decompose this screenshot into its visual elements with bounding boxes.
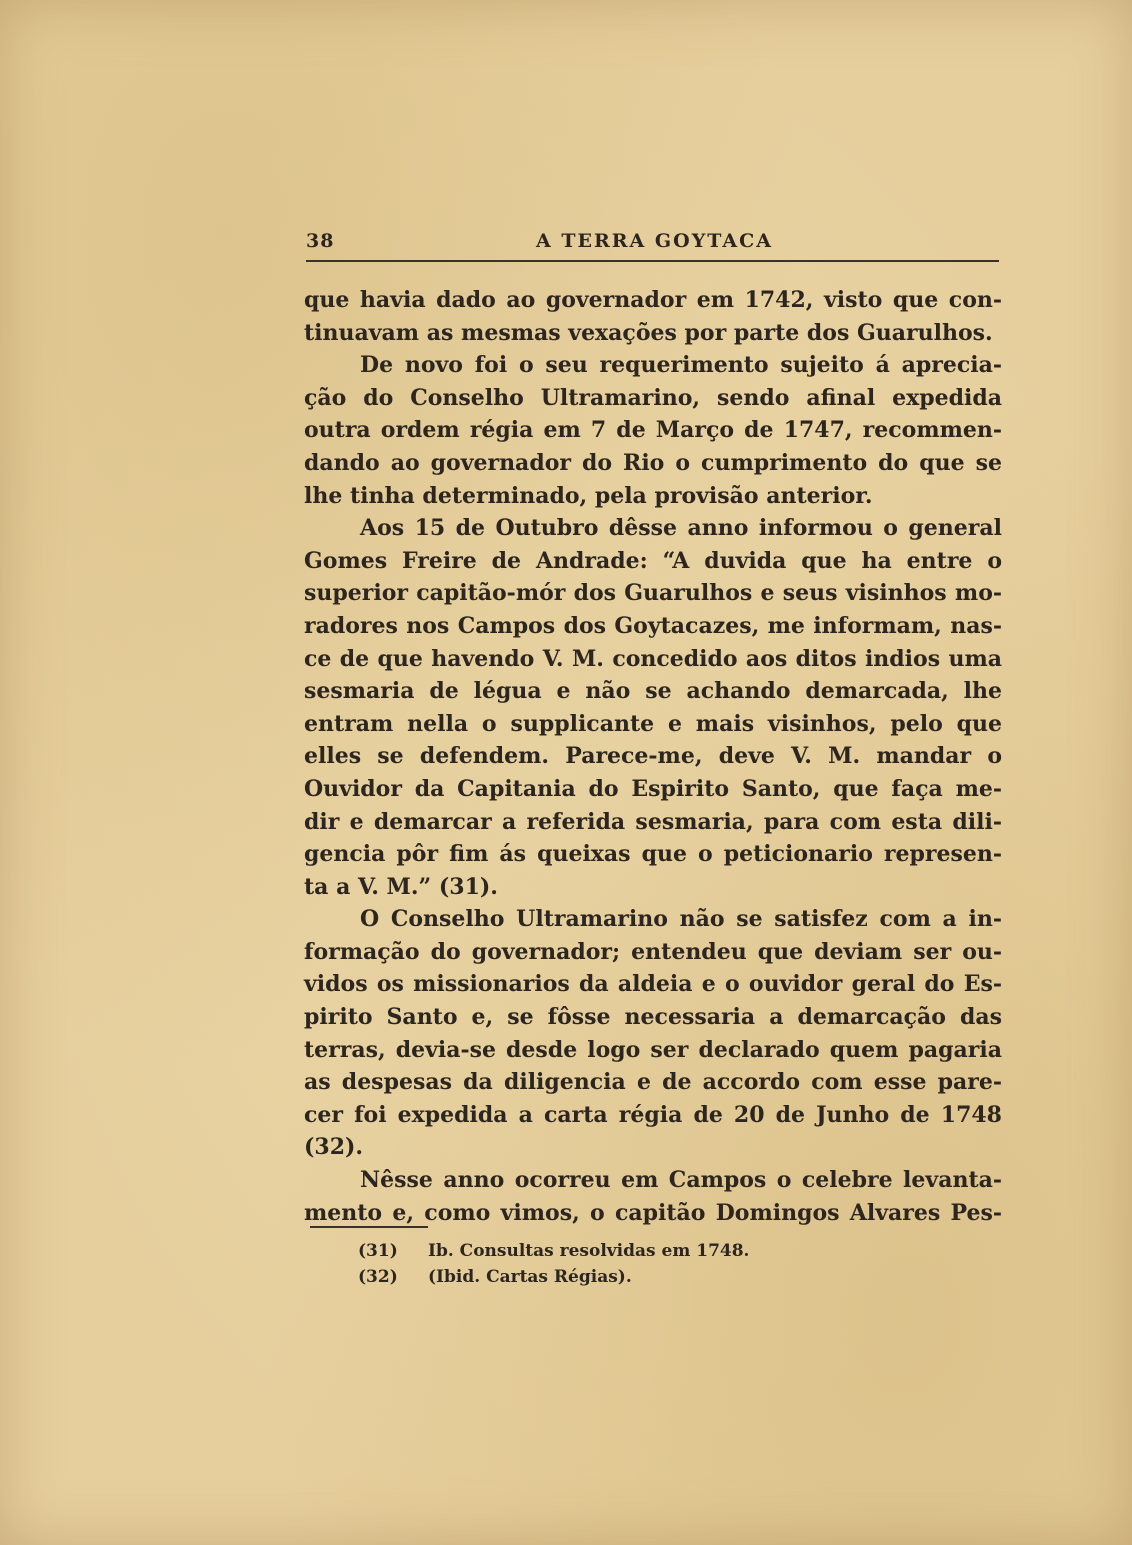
text-line: as despesas da diligencia e de accordo com esse pare- [304, 1069, 1002, 1096]
text-line: De novo foi o seu requerimento sujeito á aprecia- [360, 352, 1002, 379]
text-line: formação do governador; entendeu que deviam ser ou- [304, 938, 1002, 965]
footnotes [358, 1238, 878, 1290]
text-line: ta a V. M.” (31). [304, 873, 498, 900]
text-line: Ouvidor da Capitania do Espirito Santo, que faça me- [304, 775, 1002, 802]
body-text [304, 284, 1002, 1229]
text-line: superior capitão-mór dos Guarulhos e seus visinhos mo- [304, 580, 1002, 607]
text-line: ção do Conselho Ultramarino, sendo afinal expedida [304, 384, 1002, 411]
text-line: terras, devia-se desde logo ser declarado quem pagaria [304, 1036, 1002, 1063]
text-line: que havia dado ao governador em 1742, visto que con- [304, 287, 1002, 313]
page-header [306, 230, 999, 262]
text-line: radores nos Campos dos Goytacazes, me informam, nas- [304, 612, 1002, 639]
footnote-divider [310, 1226, 428, 1228]
text-line: Nêsse anno ocorreu em Campos o celebre levanta- [360, 1167, 1002, 1194]
footnote-text: (Ibid. Cartas Régias). [428, 1267, 632, 1287]
footnote-number: (32) [358, 1267, 398, 1287]
text-line: Gomes Freire de Andrade: “A duvida que ha entre o [304, 547, 1002, 574]
text-line: tinuavam as mesmas vexações por parte dos Guarulhos. [304, 319, 993, 346]
text-line: entram nella o supplicante e mais visinhos, pelo que [304, 710, 1002, 737]
text-line: dir e demarcar a referida sesmaria, para com esta dili- [304, 808, 1002, 835]
text-line: mento e, como vimos, o capitão Domingos Alvares Pes- [304, 1199, 1002, 1226]
text-line: cer foi expedida a carta régia de 20 de Junho de 1748 [304, 1101, 1002, 1128]
text-line: (32). [304, 1134, 364, 1161]
text-line: ce de que havendo V. M. concedido aos ditos indios uma [304, 645, 1002, 672]
footnote-text: Ib. Consultas resolvidas em 1748. [428, 1241, 750, 1261]
text-line: elles se defendem. Parece-me, deve V. M. mandar o [304, 743, 1002, 770]
page-number: 38 [306, 230, 335, 252]
text-line: dando ao governador do Rio o cumprimento do que se [304, 449, 1002, 476]
text-line: vidos os missionarios da aldeia e o ouvidor geral do Es- [304, 971, 1002, 998]
text-line: gencia pôr fim ás queixas que o peticionario represen- [304, 841, 1002, 868]
text-line: outra ordem régia em 7 de Março de 1747, recommen- [304, 417, 1002, 444]
text-line: O Conselho Ultramarino não se satisfez com a in- [360, 906, 1002, 933]
footnote [358, 1264, 878, 1290]
text-line: pirito Santo e, se fôsse necessaria a demarcação das [304, 1004, 1002, 1031]
text-line: lhe tinha determinado, pela provisão anterior. [304, 482, 873, 509]
running-title: A TERRA GOYTACA [536, 230, 773, 252]
text-line: Aos 15 de Outubro dêsse anno informou o general [360, 515, 1002, 542]
footnote [358, 1238, 878, 1264]
text-line: sesmaria de légua e não se achando demarcada, lhe [304, 678, 1002, 705]
footnote-number: (31) [358, 1241, 398, 1261]
